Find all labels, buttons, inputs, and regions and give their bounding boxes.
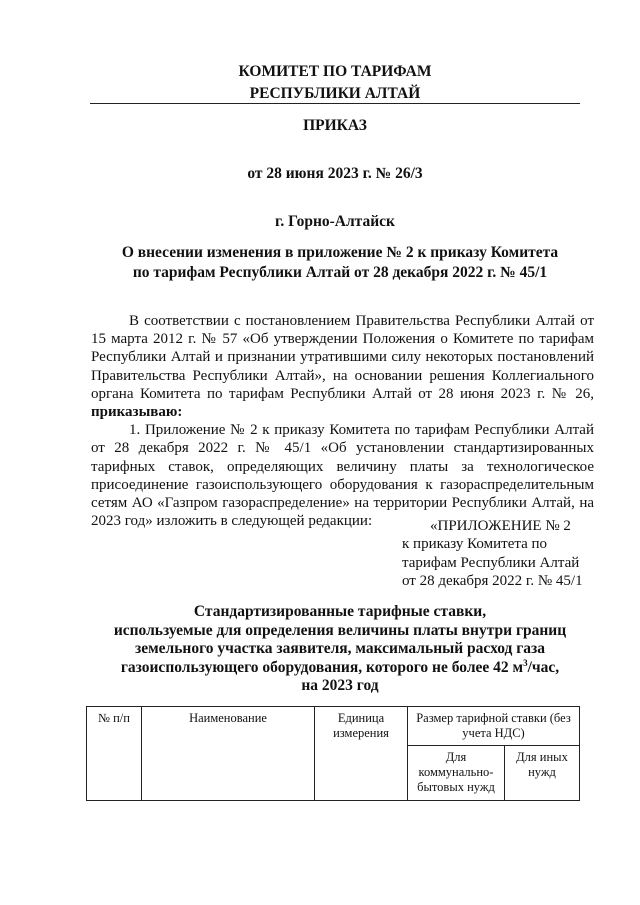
- superscript-3: 3: [523, 657, 528, 668]
- document-city: г. Горно-Алтайск: [275, 213, 395, 230]
- header-number: № п/п: [87, 707, 142, 801]
- header-name: Наименование: [142, 707, 315, 801]
- document-body: [91, 312, 594, 530]
- appendix-line2: к приказу Комитета по: [402, 536, 548, 553]
- committee-name-line1: КОМИТЕТ ПО ТАРИФАМ: [238, 63, 432, 80]
- order-verb: приказываю:: [91, 404, 183, 421]
- table-title-line2: используемые для определения величины платы внутри границ: [113, 621, 567, 639]
- appendix-block: [402, 517, 602, 591]
- header-unit: Единица измерения: [315, 707, 408, 801]
- appendix-line4: от 28 декабря 2022 г. № 45/1: [402, 573, 583, 590]
- table-title-line1: Стандартизированные тарифные ставки,: [193, 603, 487, 620]
- document-date-number: от 28 июня 2023 г. № 26/3: [247, 165, 423, 182]
- tariff-table: [86, 706, 580, 801]
- header-household: Для коммунально-бытовых нужд: [408, 746, 505, 801]
- table-title-line4: [90, 659, 590, 678]
- header-other: Для иных нужд: [505, 746, 580, 801]
- appendix-line1: «ПРИЛОЖЕНИЕ № 2: [430, 518, 571, 534]
- document-subject: [90, 243, 590, 283]
- table-title-line4-unit: /час,: [527, 658, 560, 676]
- table-title-line4-text: газоиспользующего оборудования, которого не более 42 м: [120, 658, 524, 676]
- header-rate: Размер тарифной ставки (без учета НДС): [408, 707, 580, 746]
- document-type: ПРИКАЗ: [303, 117, 367, 134]
- header-divider: [90, 103, 580, 104]
- table-title: [90, 603, 590, 696]
- table-title-line5: на 2023 год: [301, 677, 379, 694]
- body-paragraph-1: [91, 312, 594, 421]
- body-paragraph-1-text: В соответствии с постановлением Правительства Республики Алтай от 15 марта 2012 г. № 57 «Об утверждении Положения о Комитете по тарифам Республики Алтай и признании утратившими силу некоторых постановлений Правительства Республики Алтай», на основании решения Коллегиального органа Комитета по тарифам Республики Алтай от 28 июня 2023 г. № 26,: [91, 313, 594, 402]
- table-header-row-1: [87, 707, 580, 746]
- body-paragraph-2: 1. Приложение № 2 к приказу Комитета по тарифам Республики Алтай от 28 декабря 2022 г. № 45/1 «Об установлении стандартизированных тарифных ставок, определяющих величину платы за технологическое присоединение газоиспользующего оборудования к газораспределительным сетям АО «Газпром газораспределение» на территории Республики Алтай, на 2023 год» изложить в следующей редакции:: [91, 422, 594, 530]
- committee-name-line2: РЕСПУБЛИКИ АЛТАЙ: [249, 85, 421, 102]
- subject-line2: по тарифам Республики Алтай от 28 декабря 2022 г. № 45/1: [132, 264, 548, 281]
- subject-line1: О внесении изменения в приложение № 2 к приказу Комитета: [121, 244, 559, 261]
- table-title-line3: земельного участка заявителя, максимальный расход газа: [134, 640, 546, 657]
- appendix-line3: тарифам Республики Алтай: [402, 554, 580, 571]
